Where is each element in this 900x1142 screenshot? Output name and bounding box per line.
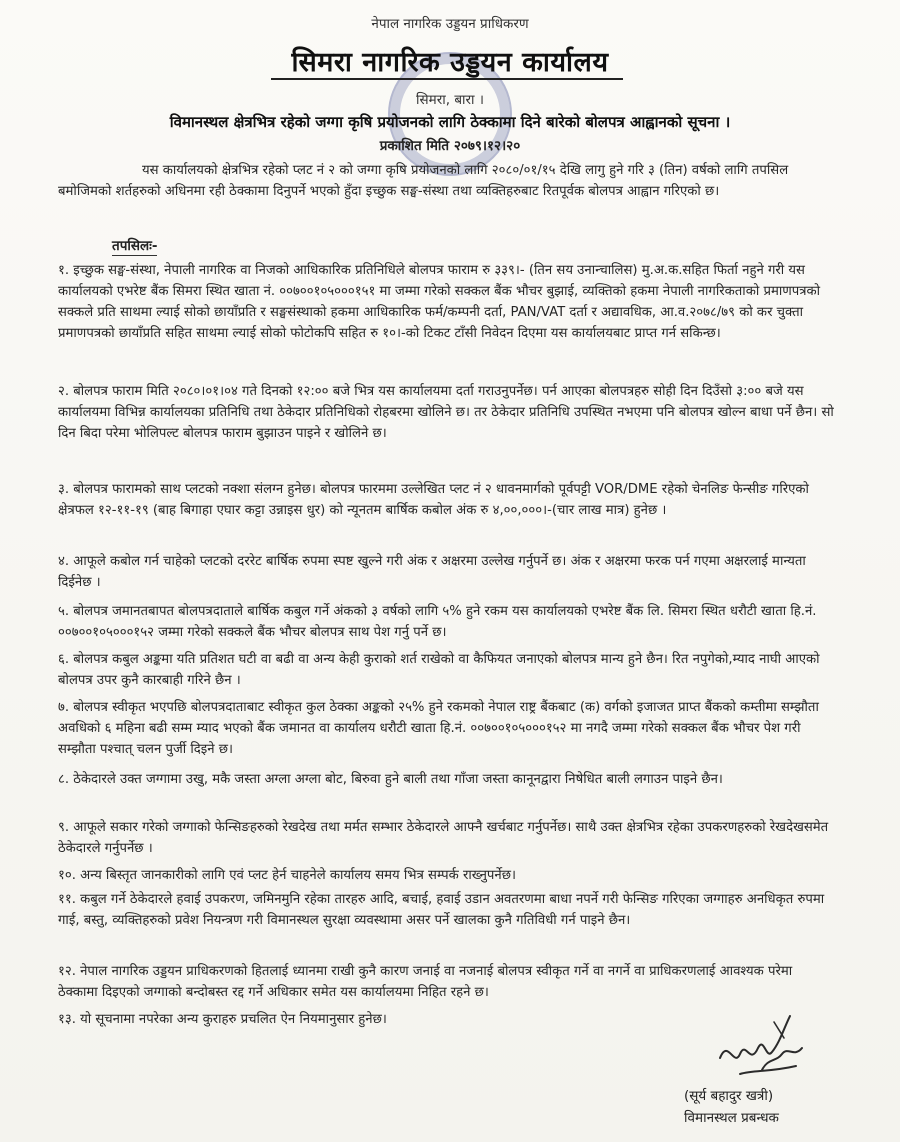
clause-13: १३. यो सूचनामा नपरेका अन्य कुराहरु प्रचलित ऐन नियमानुसार हुनेछ। xyxy=(58,1012,387,1027)
notice-subject: विमानस्थल क्षेत्रभित्र रहेको जग्गा कृषि प्रयोजनको लागि ठेक्कामा दिने बारेको बोलपत्र आह्वानको सूचना । xyxy=(169,113,731,131)
clause-3: ३. बोलपत्र फारामको साथ प्लटको नक्शा संलग्न हुनेछ। बोलपत्र फारममा उल्लेखित प्लट नं २ धावनमार्गको पूर्वपट्टी VOR/DME रहेको चेनलिङ फेन्सीङ गरिएको क्षेत्रफल १२-११-१९ (बाह बिगाहा एघार कट्टा उन्नाइस धुर) को न्यूनतम बार्षिक कबोल अंक रु ४,००,०००।-(चार लाख मात्र) हुनेछ । xyxy=(58,482,809,518)
org-name: नेपाल नागरिक उड्डयन प्राधिकरण xyxy=(371,16,529,32)
signatory-name: (सूर्य बहादुर खत्री) xyxy=(684,1088,774,1104)
clause-12: १२. नेपाल नागरिक उड्डयन प्राधिकरणको हितलाई ध्यानमा राखी कुनै कारण जनाई वा नजनाई बोलपत्र स्वीकृत गर्ने वा नगर्ने वा प्राधिकरणलाई आवश्यक परेमा ठेक्कामा दिइएको जग्गाको बन्दोबस्त रद्द गर्ने अधिकार समेत यस कार्यालयमा निहित रहने छ। xyxy=(58,964,793,1000)
office-name: सिमरा नागरिक उड्डयन कार्यालय xyxy=(291,47,609,78)
published-date: प्रकाशित मिति २०७९।१२।२० xyxy=(379,138,521,154)
clause-8: ८. ठेकेदारले उक्त जग्गामा उखु, मकै जस्ता अग्ला अग्ला बोट, बिरुवा हुने बाली तथा गाँजा जस्ता कानूनद्वारा निषेधित बाली लगाउन पाइने छैन। xyxy=(58,772,723,787)
clause-10: १०. अन्य बिस्तृत जानकारीको लागि एवं प्लट हेर्न चाहनेले कार्यालय समय भित्र सम्पर्क राख्नुपर्नेछ। xyxy=(58,868,516,883)
clause-7: ७. बोलपत्र स्वीकृत भएपछि बोलपत्रदाताबाट स्वीकृत कुल ठेक्का अङ्कको २५% हुने रकमको नेपाल राष्ट्र बैंकबाट (क) वर्गको इजाजत प्राप्त बैंकको कम्तीमा सम्झौता अवधिको ६ महिना बढी सम्म म्याद भएको बैंक जमानत वा कार्यालय धरौटी खाता हि.नं. ००७००१०५०००१५२ मा नगदै जम्मा गरेको सक्कल बैंक भौचर पेश गरी सम्झौता पश्चात् चलन पुर्जी दिइने छ। xyxy=(58,700,819,757)
signatory-title: विमानस्थल प्रबन्धक xyxy=(684,1110,779,1126)
clause-1: १. इच्छुक सङ्घ-संस्था, नेपाली नागरिक वा निजको आधिकारिक प्रतिनिधिले बोलपत्र फाराम रु ३३९।- (तिन सय उनान्चालिस) मु.अ.क.सहित फिर्ता नहुने गरी यस कार्यालयको एभरेष्ट बैंक सिमरा स्थित खाता नं. ००७००१०५०००१५१ मा जम्मा गरेको सक्कल बैंक भौचर बुझाई, व्यक्तिको हकमा नेपाली नागरिकताको प्रमाणपत्रको सक्कले प्रति साथमा ल्याई सोको छायाँप्रति र सङ्घसंस्थाको हकमा आधिकारिक फर्म/कम्पनी दर्ता, PAN/VAT दर्ता र अद्यावधिक, आ.व.२०७८/७९ को कर चुक्ता प्रमाणपत्रको छायाँप्रति सहित साथमा ल्याई सोको फोटोकपि सहित रु १०।-को टिकट टाँसी निवेदन दिएमा यस कार्यालयबाट प्राप्त गर्न सकिन्छ। xyxy=(58,263,821,341)
clause-9: ९. आफूले सकार गरेको जग्गाको फेन्सिङहरुको रेखदेख तथा मर्मत सम्भार ठेकेदारले आफ्नै खर्चबाट गर्नुपर्नेछ। साथै उक्त क्षेत्रभित्र रहेका उपकरणहरुको रेखदेखसमेत ठेकेदारले गर्नुपर्नेछ । xyxy=(58,820,829,856)
clause-2: २. बोलपत्र फाराम मिति २०८०।०१।०४ गते दिनको १२:०० बजे भित्र यस कार्यालयमा दर्ता गराउनुपर्नेछ। पर्न आएका बोलपत्रहरु सोही दिन दिउँसो ३:०० बजे यस कार्यालयमा विभिन्न कार्यालयका प्रतिनिधि तथा ठेकेदार प्रतिनिधिको रोहबरमा खोलिने छ। तर ठेकेदार प्रतिनिधि उपस्थित नभएमा पनि बोलपत्र खोल्न बाधा पर्ने छैन। सो दिन बिदा परेमा भोलिपल्ट बोलपत्र फाराम बुझाउन पाइने र खोलिने छ। xyxy=(58,384,834,441)
clause-6: ६. बोलपत्र कबुल अङ्कमा यति प्रतिशत घटी वा बढी वा अन्य केही कुराको शर्त राखेको वा कैफियत जनाएको बोलपत्र मान्य हुने छैन। रित नपुगेको,म्याद नाघी आएको बोलपत्र उपर कुनै कारबाही गरिने छैन । xyxy=(58,652,820,688)
clause-5: ५. बोलपत्र जमानतबापत बोलपत्रदाताले बार्षिक कबुल गर्ने अंकको ३ वर्षको लागि ५% हुने रकम यस कार्यालयको एभरेष्ट बैंक लि. सिमरा स्थित धरौटी खाता हि.नं. ००७००१०५०००१५२ जम्मा गरेको सक्कले बैंक भौचर बोलपत्र साथ पेश गर्नु पर्ने छ। xyxy=(58,604,817,640)
details-label: तपसिलः- xyxy=(112,238,158,254)
handwritten-signature xyxy=(710,1008,810,1086)
clause-4: ४. आफूले कबोल गर्न चाहेको प्लटको दररेट बार्षिक रुपमा स्पष्ट खुल्ने गरी अंक र अक्षरमा उल्लेख गर्नुपर्ने छ। अंक र अक्षरमा फरक पर्न गएमा अक्षरलाई मान्यता दिईनेछ । xyxy=(58,554,806,590)
office-name-underline xyxy=(271,78,623,80)
clause-11: ११. कबुल गर्ने ठेकेदारले हवाई उपकरण, जमिनमुनि रहेका तारहरु आदि, बचाई, हवाई उडान अवतरणमा बाधा नपर्ने गरी फेन्सिङ गरिएका जग्गाहरु अनधिकृत रुपमा गाई, बस्तु, व्यक्तिहरुको प्रवेश नियन्त्रण गरी विमानस्थल सुरक्षा व्यवस्थामा असर पर्ने खालका कुनै गतिविधी गर्न पाइने छैन। xyxy=(58,892,825,928)
office-location: सिमरा, बारा । xyxy=(416,92,484,108)
intro-paragraph: यस कार्यालयको क्षेत्रभित्र रहेको प्लट नं २ को जग्गा कृषि प्रयोजनको लागि २०८०/०१/१५ देखि लागु हुने गरि ३ (तिन) वर्षको लागि तपसिल बमोजिमको शर्तहरुको अधिनमा रही ठेक्कामा दिनुपर्ने भएको हुँदा इच्छुक सङ्घ-संस्था तथा व्यक्तिहरुबाट रितपूर्वक बोलपत्र आह्वान गरिएको छ। xyxy=(58,163,789,199)
